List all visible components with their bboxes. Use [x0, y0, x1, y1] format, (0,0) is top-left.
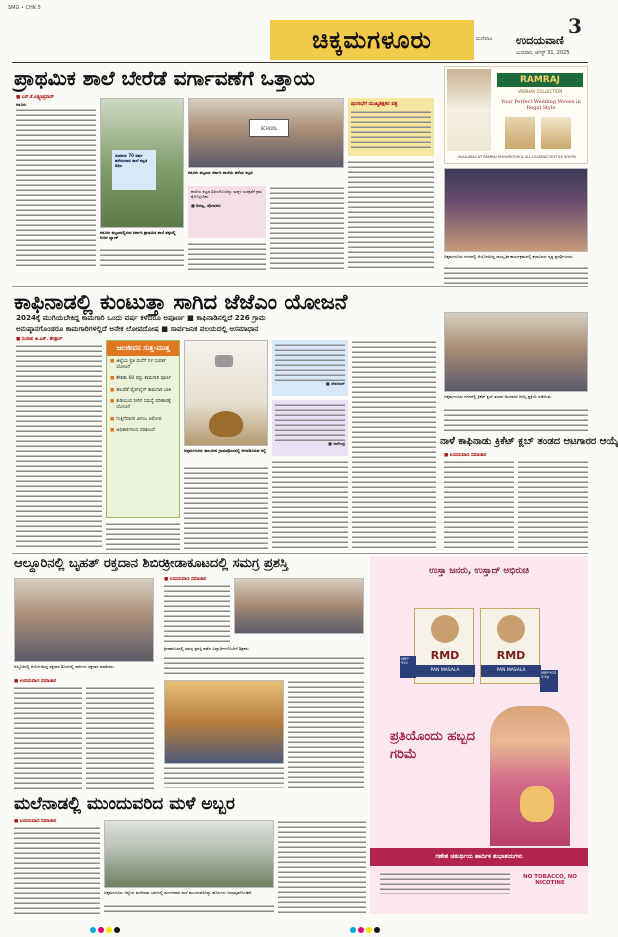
rmd-brand-1: RMD [430, 649, 460, 662]
section-title-band [270, 20, 474, 60]
story1-quote-box-text: ಸುಮಾರು 70 ವರ್ಷ ಹಳೆಯದಾದ ಶಾಲೆ ಕಟ್ಟಡ ಶಿಥಿಲ [115, 153, 148, 169]
story2-column-3 [184, 466, 268, 550]
story2-headline: ಕಾಫಿನಾಡಲ್ಲಿ ಕುಂಟುತ್ತಾ ಸಾಗಿದ ಜೆಜೆಎಂ ಯೋಜನೆ [14, 290, 348, 314]
rmd-model-photo [490, 706, 570, 846]
sports-team-photo [234, 578, 364, 634]
sports-caption: ಕ್ರೀಡಾಕೂಟದಲ್ಲಿ ಸಮಗ್ರ ಪ್ರಶಸ್ತಿ ಪಡೆದ ವಿದ್ಯಾರ್ಥಿಗಳೊಂದಿಗೆ ಶಿಕ್ಷಕರು. [164, 646, 250, 651]
sports-headline: ಕ್ರೀಡಾಕೂಟದಲ್ಲಿ ಸಮಗ್ರ ಪ್ರಶಸ್ತಿ [164, 556, 289, 571]
story2-column-5 [352, 340, 436, 550]
rmd-fine-print [380, 872, 510, 894]
cricket-caption-text [444, 408, 588, 434]
story2-column-2 [106, 522, 180, 550]
jalajeevana-item [110, 428, 176, 434]
story2-subhead-2: ಅನುಷ್ಠಾನಗೊಂಡರೂ ಕಾಮಗಾರಿಗಳಲ್ಲಿದೆ ಅನೇಕ ಲೋಪದೋಷ ■ ಸಾರ್ವಜನಿಕ ವಲಯದಲ್ಲಿ ಅಸಮಾಧಾನ [16, 324, 259, 333]
rmd-tagline: ಉಸ್ತಾ ಜನರು, ಉಸ್ತಾದ್ ಅಭಿರುಚಿ [429, 566, 529, 576]
story1-photo-caption-1: ಕಡೂರು ಪಟ್ಟಣದಲ್ಲಿರುವ ಸರ್ಕಾರಿ ಪ್ರಾಥಮಿಕ ಶಾಲೆ ಪಕ್ಕದಲ್ಲಿ ನೀರಿನ ಟ್ಯಾಂಕ್ [100, 230, 176, 240]
blood-column-2 [86, 686, 154, 790]
black-dot [114, 927, 120, 933]
rmd-pack-1 [414, 608, 474, 684]
school-building-photo [188, 98, 344, 168]
school-board-sign: SCHOOL [249, 119, 289, 137]
magenta-dot [98, 927, 104, 933]
dance-performance-photo [444, 168, 588, 252]
ramraj-product-2 [541, 117, 571, 149]
story1-byline: ■ ಎಸ್.ಕೆ.ಲಕ್ಷ್ಮಣಪ್ರಸಾದ್ [16, 95, 55, 100]
tap-icon [215, 355, 233, 367]
story2-column-4 [272, 460, 348, 550]
jalajeevana-item-text: ಗುತ್ತಿಗೆದಾರರ ವಿಳಂಬ ಆರೋಪ [116, 416, 162, 422]
paper-name: ಉದಯವಾಣಿ [516, 34, 564, 47]
rain-headline: ಮಲೆನಾಡಲ್ಲಿ ಮುಂದುವರಿದ ಮಳೆ ಅಬ್ಬರ [14, 794, 235, 814]
story1-column-4 [270, 186, 344, 270]
jalajeevana-box [106, 340, 180, 518]
section-rule-1 [12, 286, 588, 287]
story1-column-1 [16, 108, 96, 268]
story2-quote-a-author: ■ ದೇವರಾಜ್ [325, 381, 345, 386]
story1-sidebar [348, 98, 434, 156]
section-rule-2 [12, 553, 588, 554]
ramraj-ad[interactable] [444, 66, 588, 164]
jalajeevana-item-text: ಅಧಿಕಾರಿಗಳಿಂದ ಪರಿಶೀಲನೆ [116, 428, 155, 434]
story1-sidebar-text [351, 110, 431, 150]
story1-quote-box [112, 150, 156, 190]
cricket-column-1 [444, 460, 514, 550]
bullet-icon: ■ [110, 399, 115, 405]
ramraj-model-photo [447, 69, 491, 151]
sports-byline: ■ ಉದಯವಾಣಿ ಸಮಾಚಾರ [164, 577, 207, 582]
story2-quote-a [272, 340, 348, 396]
story1-quote-1-text: ಶಾಲೆಯ ಕಟ್ಟಡ ಶಿಥಿಲಗೊಂಡಿದ್ದು ಮಕ್ಕಳ ಸುರಕ್ಷತೆಗೆ ಕ್ರಮ ಕೈಗೊಳ್ಳಬೇಕು. [191, 189, 263, 200]
story1-quote-1 [188, 186, 266, 238]
rmd-mrp-1: MRP ₹10 [400, 656, 416, 678]
page-number: 3 [568, 14, 582, 38]
story1-headline: ಪ್ರಾಥಮಿಕ ಶಾಲೆ ಬೇರೆಡೆ ವರ್ಗಾವಣೆಗೆ ಒತ್ತಾಯ [14, 66, 315, 90]
edition-code: SMG • CHK 5 [8, 5, 41, 11]
jalajeevana-item [110, 399, 176, 410]
sports-column-1 [164, 584, 230, 642]
cyan-dot [350, 927, 356, 933]
rmd-slogan: ಪ್ರತಿಯೊಂದು ಹಬ್ಬದ ಗರಿಮೆ [390, 729, 476, 762]
jalajeevana-item-text: ಹಲವೆಡೆ ಪೈಪ್‌ಲೈನ್ ಕಾಮಗಾರಿ ಬಾಕಿ [116, 387, 171, 393]
story2-quote-a-text [275, 343, 345, 381]
section-title: ಚಿಕ್ಕಮಗಳೂರು [312, 26, 432, 54]
ramraj-tagline: Your Perfect Wedding Woven in Regal Style [501, 99, 581, 111]
story1-quote-1-author: ■ ಶಿವಣ್ಣ, ಪೋಷಕರು [191, 203, 221, 209]
blood-column-1 [14, 686, 82, 790]
story1-place: ಕಡೂರು [16, 102, 27, 107]
rmd-pan-masala-ad[interactable] [370, 556, 588, 914]
jalajeevana-item [110, 376, 176, 382]
rmd-greeting: ಗಣೇಶ ಚತುರ್ಥಿಯ ಹಾರ್ದಿಕ ಶುಭಾಶಯಗಳು [370, 848, 588, 866]
rain-column-1 [14, 826, 100, 914]
yellow-dot [366, 927, 372, 933]
jalajeevana-item-text: ಕುಡಿಯುವ ನೀರಿನ ಸಮಸ್ಯೆ ಪರಿಹಾರಕ್ಕೆ ಯೋಜನೆ [116, 399, 171, 410]
bullet-icon: ■ [110, 416, 115, 422]
jalajeevana-item [110, 388, 176, 394]
yellow-dot [106, 927, 112, 933]
rmd-product-1: PAN MASALA [415, 665, 475, 677]
tap-photo [184, 340, 268, 446]
masthead-rule [12, 62, 588, 63]
jalajeevana-title: ಜಲಜೀವನ ಸುತ್ತ-ಮುತ್ತ [107, 341, 179, 356]
sports-column-3 [288, 680, 364, 788]
rmd-warning: NO TOBACCO, NO NICOTINE [523, 874, 577, 886]
jalajeevana-item [110, 417, 176, 423]
rmd-pack-2 [480, 608, 540, 684]
story1-photo-caption-2: ಕಡೂರು ಪಟ್ಟಣದ ಸರ್ಕಾರಿ ಶಾಲೆಯ ಹಳೆಯ ಕಟ್ಟಡ [188, 170, 253, 175]
rain-column-2 [104, 904, 274, 914]
ramraj-footer: AVAILABLE AT RAMRAJ SHOWROOM & ALL LEADING TEXTILE SHOPS [458, 155, 576, 159]
rain-byline: ■ ಉದಯವಾಣಿ ಸಮಾಚಾರ [14, 819, 57, 824]
story2-quote-b-text [275, 403, 345, 441]
edition-label: ಮಣಿಪಾಲ [476, 36, 493, 42]
registration-marks-right [350, 918, 382, 937]
rain-flood-photo [104, 820, 274, 888]
ramraj-product-1 [505, 117, 535, 149]
rmd-portrait-1 [431, 615, 459, 643]
cricket-team-photo [444, 312, 588, 392]
bullet-icon: ■ [110, 376, 115, 382]
rain-caption: ಚಿಕ್ಕಮಗಳೂರು ಜಿಲ್ಲೆಯ ಮಲೆನಾಡು ಭಾಗದಲ್ಲಿ ಮಂಗಳವಾರ ಮಳೆ ಮುಂದುವರಿದಿದ್ದು ಹೊಲಗಳು ಜಲಾವೃತಗೊಂಡಿವೆ. [104, 890, 253, 895]
jalajeevana-items [107, 356, 179, 443]
issue-date: ಬುಧವಾರ, ಆಗಸ್ಟ್ 31, 2025 [516, 50, 570, 56]
blood-caption: ಆಲ್ದೂರಿನಲ್ಲಿ ಆಯೋಜಿಸಿದ್ದ ರಕ್ತದಾನ ಶಿಬಿರದಲ್ಲಿ ದಾನಿಗಳು ರಕ್ತದಾನ ಮಾಡಿದರು. [14, 664, 115, 669]
story2-byline: ■ ಸಂದೀಪ ಜಿ.ಎನ್. ಶೇಡ್ಗಾರ್ [16, 337, 63, 342]
rmd-product-2: PAN MASALA [481, 665, 541, 677]
story2-column-1 [16, 344, 102, 549]
dance-story-text [444, 266, 588, 286]
story1-column-3 [188, 242, 266, 270]
story2-subhead: 2024ಕ್ಕೆ ಮುಗಿಯಬೇಕಿದ್ದ ಕಾಮಗಾರಿ ಒಂದು ವರ್ಷ ಕಳೆದರೂ ಅಪೂರ್ಣ ■ ಕಾಫಿನಾಡಿನಲ್ಲಿದೆ 226 ಗ್ರಾಮ [16, 313, 266, 322]
jalajeevana-item [110, 359, 176, 370]
ramraj-sub: VAIBHAV COLLECTION [517, 89, 563, 94]
story1-sidebar-title: ಪುರಸಭೆಗೆ ಮುಖ್ಯಶಿಕ್ಷಕರ ಪತ್ರ [351, 101, 398, 107]
dance-caption: ಚಿಕ್ಕಮಗಳೂರು ನಗರದಲ್ಲಿ ಆಯೋಜಿಸಿದ್ದ ಸಾಂಸ್ಕೃತಿಕ ಕಾರ್ಯಕ್ರಮದಲ್ಲಿ ಕಲಾವಿದರು ನೃತ್ಯ ಪ್ರದರ್ಶಿಸಿದರು. [444, 254, 574, 259]
cricket-byline: ■ ಉದಯವಾಣಿ ಸಮಾಚಾರ [444, 453, 487, 458]
cricket-headline: ನಾಳೆ ಕಾಫಿನಾಡು ಕ್ರಿಕೆಟ್ ಕ್ಲಬ್ ತಂಡದ ಆಟಗಾರರ ಆಯ್ಕೆ [440, 436, 618, 447]
story2-quote-b-author: ■ ನಾಗೇಂದ್ರ [328, 441, 345, 446]
black-dot [374, 927, 380, 933]
blood-donation-photo [14, 578, 154, 662]
story1-column-5 [348, 160, 434, 270]
ramraj-brand: RAMRAJ [497, 73, 583, 87]
cricket-caption: ಚಿಕ್ಕಮಗಳೂರು ನಗರದಲ್ಲಿ ಕ್ರಿಕೆಟ್ ಕ್ಲಬ್ ತಂಡದ ಆಟಗಾರರ ಆಯ್ಕೆ ಪ್ರಕ್ರಿಯೆ ನಡೆಯಿತು. [444, 394, 553, 399]
bullet-icon: ■ [110, 359, 115, 364]
registration-marks-left [90, 918, 122, 937]
tap-caption: ಚಿಕ್ಕಮಗಳೂರು ತಾಲೂಕಿನ ಗ್ರಾಮವೊಂದರಲ್ಲಿ ಅಳವಡಿಸಿರುವ ನಲ್ಲಿ [184, 448, 267, 453]
ganesha-event-photo [164, 680, 284, 764]
cyan-dot [90, 927, 96, 933]
bullet-icon: ■ [110, 387, 115, 393]
story1-column-2 [100, 248, 184, 268]
water-pot [209, 411, 243, 437]
blood-headline: ಆಲ್ದೂರಿನಲ್ಲಿ ಬೃಹತ್ ರಕ್ತದಾನ ಶಿಬಿರ [14, 556, 166, 571]
magenta-dot [358, 927, 364, 933]
story2-quote-b [272, 400, 348, 456]
rmd-portrait-2 [497, 615, 525, 643]
sports-text-band [164, 656, 364, 676]
rain-column-3 [278, 820, 366, 914]
rmd-mrp-2: MRP ₹15 3.5g [540, 670, 558, 692]
bullet-icon: ■ [110, 428, 115, 434]
ganesha-idol [520, 786, 554, 822]
cricket-column-2 [518, 460, 588, 550]
blood-byline: ■ ಉದಯವಾಣಿ ಸಮಾಚಾರ [14, 679, 57, 684]
sports-column-2 [164, 766, 284, 788]
jalajeevana-item-text: ಶೇಕಡಾ 60 ರಷ್ಟು ಕಾಮಗಾರಿ ಪೂರ್ಣ [116, 376, 172, 382]
rmd-brand-2: RMD [496, 649, 526, 662]
jalajeevana-item-text: ಜಿಲ್ಲೆಯ ಪ್ರತಿ ಮನೆಗೆ ನಳ ಸಂಪರ್ಕ ಯೋಜನೆ [116, 359, 167, 370]
